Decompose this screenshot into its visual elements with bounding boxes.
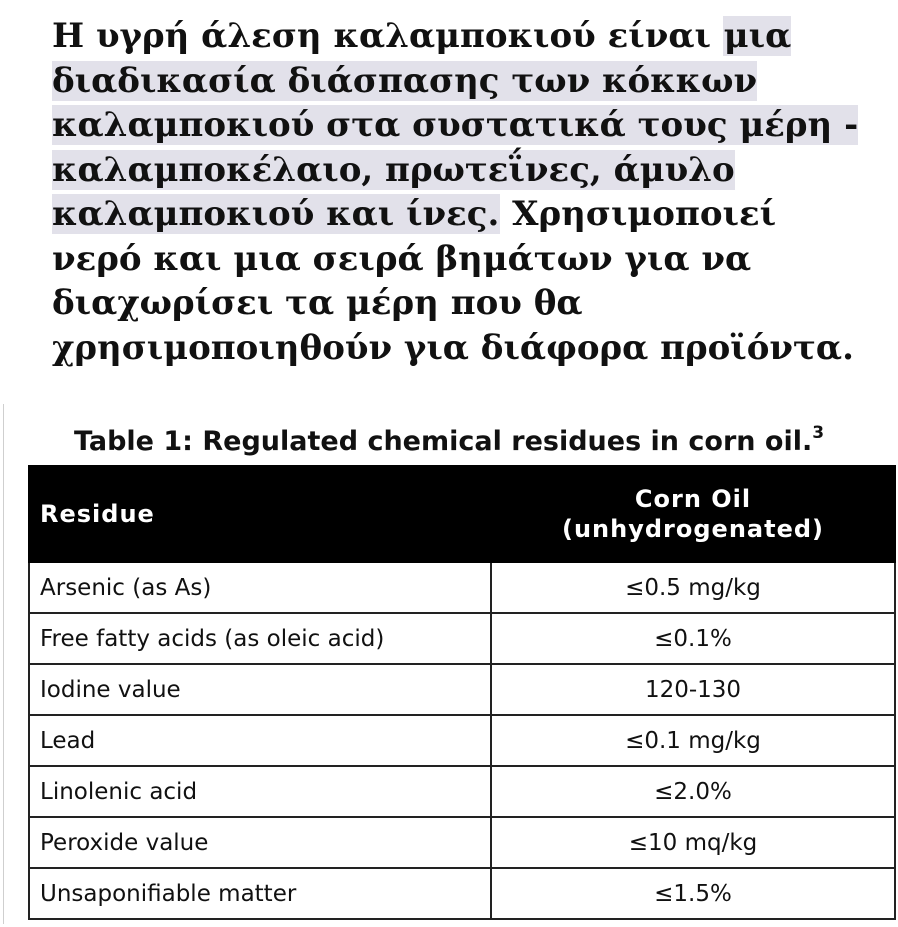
- residue-limit: 120-130: [491, 664, 895, 715]
- residue-name: Iodine value: [29, 664, 491, 715]
- table-row: [29, 766, 895, 817]
- table-row: [29, 715, 895, 766]
- table-title-text: Table 1: Regulated chemical residues in corn oil.: [73, 426, 813, 457]
- residue-limit: ≤0.1%: [491, 613, 895, 664]
- table-row: [29, 562, 895, 613]
- footnote-marker: 3: [812, 423, 825, 443]
- residue-limit: ≤10 mq/kg: [491, 817, 895, 868]
- residue-limit: ≤0.5 mg/kg: [491, 562, 895, 613]
- header-corn-oil: [491, 466, 895, 562]
- residue-name: Lead: [29, 715, 491, 766]
- table-row: [29, 817, 895, 868]
- residue-limit: ≤2.0%: [491, 766, 895, 817]
- table-row: [29, 868, 895, 919]
- residue-name: Linolenic acid: [29, 766, 491, 817]
- residue-table: [28, 465, 896, 920]
- paragraph-text-start: Η υγρή άλεση καλαμποκιού είναι: [52, 16, 723, 56]
- header-residue: Residue: [29, 466, 491, 562]
- table-row: [29, 664, 895, 715]
- residue-name: Arsenic (as As): [29, 562, 491, 613]
- table-row: [29, 613, 895, 664]
- residue-limit: ≤1.5%: [491, 868, 895, 919]
- table-header-row: [29, 466, 895, 562]
- paragraph-text-end: Χρησιμοποιεί νερό και μια σειρά βημάτων για να διαχωρίσει τα μέρη που θα χρησιμοποιηθούν για διάφορα προϊόντα.: [52, 194, 854, 368]
- residue-name: Unsaponifiable matter: [29, 868, 491, 919]
- header-corn-oil-line2: (unhydrogenated): [561, 515, 824, 543]
- residue-name: Free fatty acids (as oleic acid): [29, 613, 491, 664]
- left-border-line: [3, 404, 4, 924]
- residue-name: Peroxide value: [29, 817, 491, 868]
- table-title: [0, 420, 898, 464]
- header-corn-oil-line1: Corn Oil: [634, 485, 752, 513]
- description-paragraph: [52, 14, 872, 370]
- residue-limit: ≤0.1 mg/kg: [491, 715, 895, 766]
- highlighted-text: μια διαδικασία διάσπασης των κόκκων καλαμποκιού στα συστατικά τους μέρη - καλαμποκέλαιο, πρωτεΐνες, άμυλο καλαμποκιού και ίνες.: [52, 16, 859, 234]
